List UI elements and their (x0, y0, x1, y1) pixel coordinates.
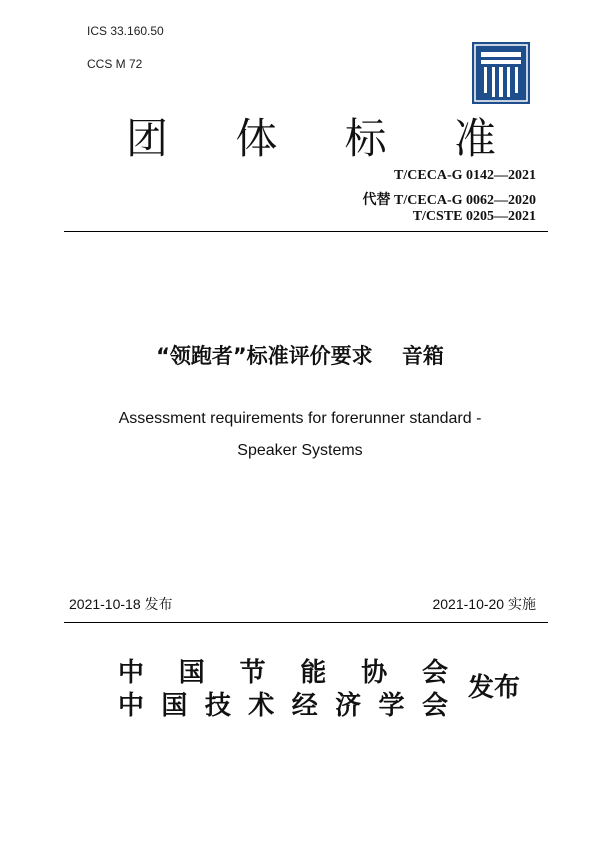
org-char: 中 (118, 658, 145, 688)
org-char: 技 (204, 691, 231, 721)
organization-2 (118, 685, 448, 722)
org-char: 能 (300, 658, 327, 688)
org-char: 中 (118, 691, 145, 721)
bottom-divider (64, 622, 548, 623)
doc-type-char: 团 (126, 114, 169, 163)
document-type (126, 106, 496, 166)
english-title-line1: Assessment requirements for forerunner standard - (118, 410, 482, 427)
org-char: 会 (421, 658, 448, 688)
publish-label: 发布 (468, 673, 521, 703)
english-title-line2: Speaker Systems (237, 442, 363, 459)
replaced-standard-number: 代替 T/CECA-G 0062—2020 (362, 193, 536, 208)
org-char: 济 (335, 691, 362, 721)
org-char: 会 (421, 691, 448, 721)
logo-icon (472, 42, 530, 104)
org-char: 经 (291, 691, 318, 721)
org-char: 学 (378, 691, 405, 721)
doc-type-char: 体 (235, 114, 278, 163)
organization-1 (118, 652, 448, 689)
org-char: 国 (178, 658, 205, 688)
ics-code: ICS 33.160.50 (87, 24, 164, 38)
org-char: 节 (239, 658, 266, 688)
ccs-code: CCS M 72 (87, 57, 143, 71)
joint-standard-number: T/CSTE 0205—2021 (412, 209, 536, 224)
doc-type-char: 准 (453, 114, 496, 163)
chinese-title: “领跑者”标准评价要求 音箱 (156, 344, 444, 368)
org-char: 国 (161, 691, 188, 721)
top-divider (64, 231, 548, 232)
doc-type-char: 标 (344, 114, 387, 163)
standard-number: T/CECA-G 0142—2021 (394, 168, 536, 183)
publish-date: 2021-10-18 发布 (69, 596, 173, 612)
org-char: 术 (248, 691, 275, 721)
implement-date: 2021-10-20 实施 (432, 596, 536, 612)
org-char: 协 (361, 658, 388, 688)
